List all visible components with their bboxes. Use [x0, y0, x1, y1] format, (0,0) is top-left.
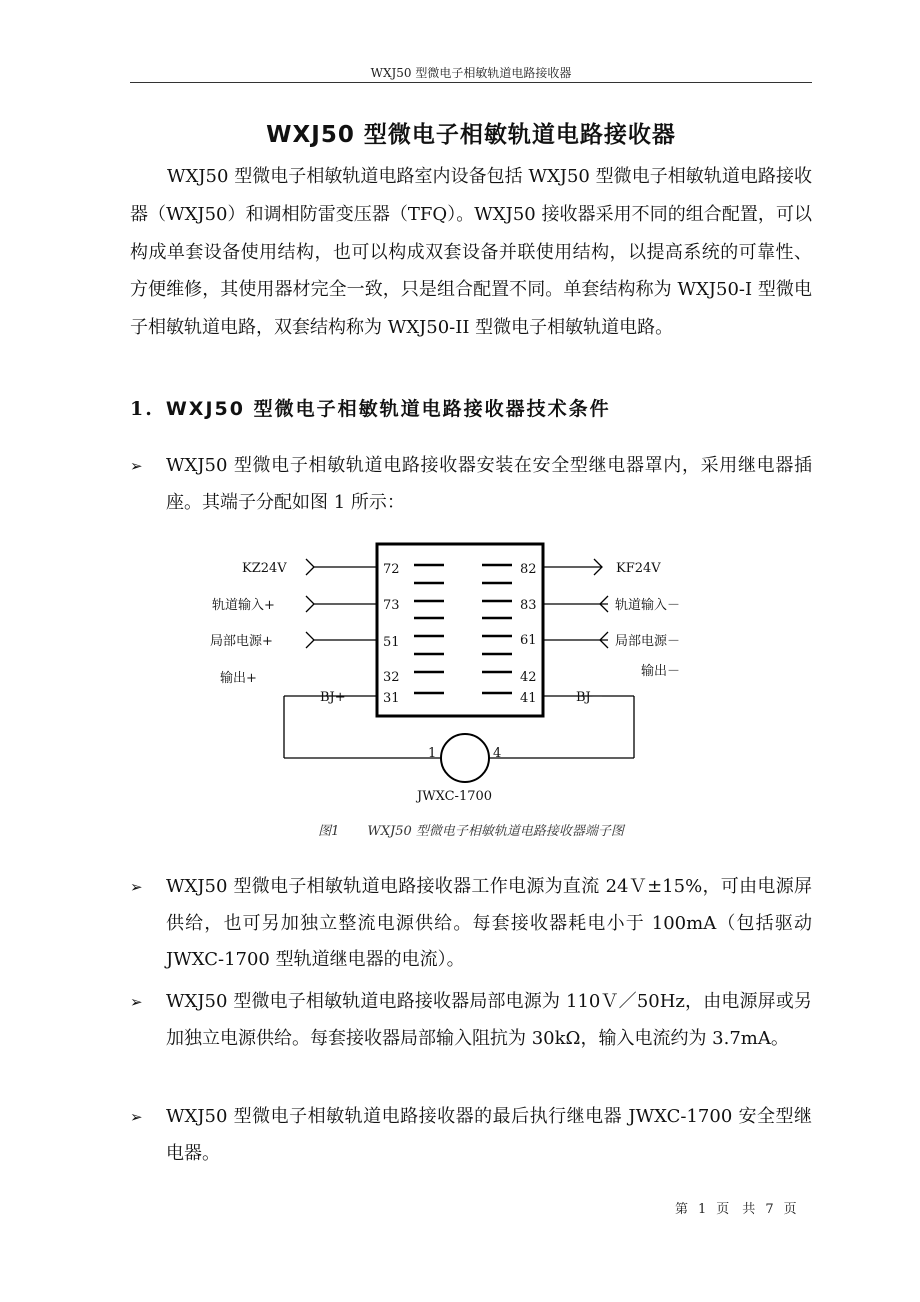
- terminal-diagram: [200, 538, 681, 810]
- relay-pin-1: 1: [428, 746, 437, 761]
- bullet-text: WXJ50 型微电子相敏轨道电路接收器安装在安全型继电器罩内，采用继电器插座。其端子分配如图 1 所示：: [166, 455, 812, 513]
- section-number: 1.: [130, 398, 154, 420]
- section-heading: [130, 394, 611, 421]
- terminal-31: 31: [383, 691, 400, 706]
- terminal-72: 72: [383, 562, 400, 577]
- label-track-input-minus: 轨道输入－: [615, 598, 681, 613]
- bullet-arrow-icon: ➢: [130, 457, 143, 475]
- right-terminal-bars: [482, 565, 512, 693]
- label-output-minus: 输出－: [641, 664, 681, 679]
- terminal-83: 83: [520, 598, 537, 613]
- footer-suffix: 页: [783, 1202, 797, 1217]
- bullet-item: [130, 448, 812, 521]
- relay-coil: [441, 734, 489, 782]
- label-output-plus: 输出+: [220, 671, 257, 686]
- total-pages: 7: [765, 1202, 774, 1217]
- terminal-41: 41: [520, 691, 537, 706]
- intro-paragraph: WXJ50 型微电子相敏轨道电路室内设备包括 WXJ50 型微电子相敏轨道电路接收器（WXJ50）和调相防雷变压器（TFQ）。WXJ50 接收器采用不同的组合配置，可以构成单套设备使用结构，也可以构成双套设备并联使用结构，以提高系统的可靠性、方便维修，其使用器材完全一致，只是组合配置不同。单套结构称为 WXJ50-I 型微电子相敏轨道电路，双套结构称为 WXJ50-II 型微电子相敏轨道电路。: [130, 166, 812, 339]
- figure-caption-text: WXJ50 型微电子相敏轨道电路接收器端子图: [367, 824, 624, 839]
- page-footer: [670, 1198, 802, 1217]
- header-rule: [130, 82, 812, 83]
- relay-pin-4: 4: [493, 746, 502, 761]
- bullet-arrow-icon: ➢: [130, 993, 143, 1011]
- receiver-box: [377, 544, 543, 716]
- label-track-input-plus: 轨道输入+: [212, 598, 275, 613]
- bullet-arrow-icon: ➢: [130, 1108, 143, 1126]
- bullet-item: [130, 869, 812, 979]
- relay-name: JWXC-1700: [417, 789, 493, 804]
- label-bj-plus: BJ+: [320, 690, 346, 705]
- terminal-73: 73: [383, 598, 400, 613]
- label-kz24v: KZ24V: [242, 561, 287, 576]
- footer-mid: 页 共: [716, 1202, 756, 1217]
- bullet-item: [130, 1099, 812, 1172]
- bullet-text: WXJ50 型微电子相敏轨道电路接收器的最后执行继电器 JWXC-1700 安全型继电器。: [166, 1106, 812, 1164]
- left-input-wires: [284, 559, 441, 758]
- label-kf24v: KF24V: [616, 561, 661, 576]
- terminal-61: 61: [520, 633, 537, 648]
- bullet-text: WXJ50 型微电子相敏轨道电路接收器局部电源为 110Ｖ／50Hz，由电源屏或另加独立电源供给。每套接收器局部输入阻抗为 30kΩ，输入电流约为 3.7mA。: [166, 991, 812, 1049]
- left-terminal-bars: [414, 565, 444, 693]
- label-local-power-minus: 局部电源－: [615, 634, 681, 649]
- page-header: WXJ50 型微电子相敏轨道电路接收器: [370, 66, 572, 80]
- terminal-51: 51: [383, 635, 400, 650]
- terminal-82: 82: [520, 562, 537, 577]
- figure-label: 图1: [318, 824, 340, 839]
- bullet-arrow-icon: ➢: [130, 878, 143, 896]
- bullet-text: WXJ50 型微电子相敏轨道电路接收器工作电源为直流 24Ｖ±15%，可由电源屏供给，也可另加独立整流电源供给。每套接收器耗电小于 100mA（包括驱动 JWXC-1700 型轨道继电器的电流）。: [166, 876, 812, 970]
- figure-caption: [130, 820, 812, 839]
- terminal-32: 32: [383, 670, 400, 685]
- label-bj-minus: BJ－: [576, 690, 604, 705]
- document-title: WXJ50 型微电子相敏轨道电路接收器: [266, 122, 676, 148]
- bullet-item: [130, 984, 812, 1057]
- terminal-42: 42: [520, 670, 537, 685]
- page-number: 1: [698, 1202, 707, 1217]
- label-local-power-plus: 局部电源+: [210, 634, 273, 649]
- section-title: WXJ50 型微电子相敏轨道电路接收器技术条件: [165, 398, 611, 420]
- right-output-wires: [489, 559, 634, 758]
- footer-prefix: 第: [675, 1202, 689, 1217]
